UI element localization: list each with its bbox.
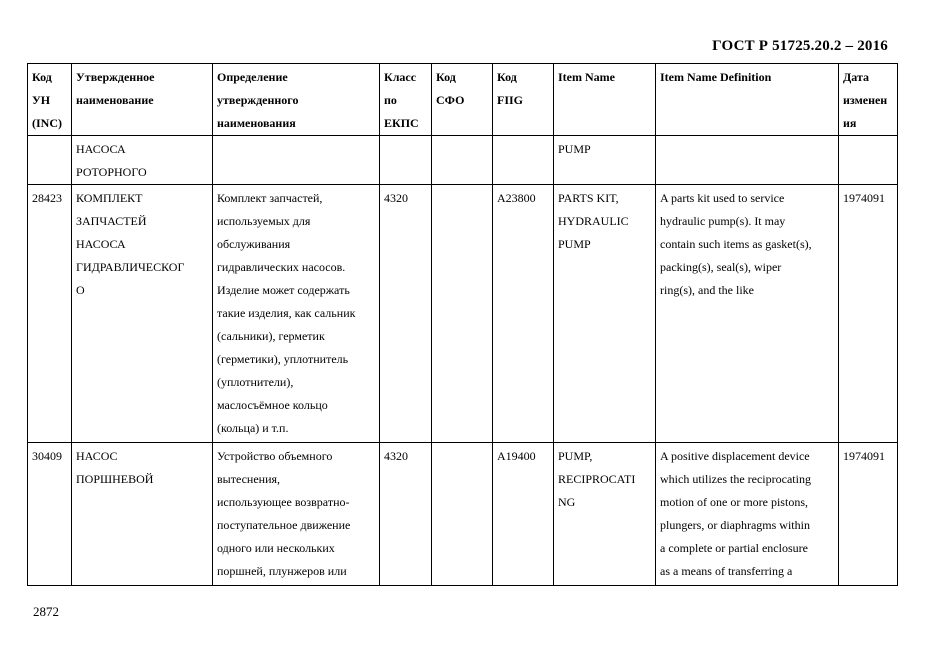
header-change-date: Дата изменен ия [839,64,898,136]
cell-item-name: PUMP [554,136,656,185]
cell-class [380,136,432,185]
table-row [28,185,898,443]
cell-date: 1974091 [839,185,898,443]
cell-name-ru: КОМПЛЕКТ ЗАПЧАСТЕЙ НАСОСА ГИДРАВЛИЧЕСКОГ О [72,185,213,443]
page-number: 2872 [33,604,59,619]
cell-date: 1974091 [839,443,898,586]
cell-class: 4320 [380,185,432,443]
cell-name-ru: НАСОС ПОРШНЕВОЙ [72,443,213,586]
cell-item-name: PARTS KIT, HYDRAULIC PUMP [554,185,656,443]
cell-item-definition [656,136,839,185]
cell-sfo [432,443,493,586]
cell-sfo [432,136,493,185]
table-row [28,443,898,586]
header-sfo: Код СФО [432,64,493,136]
cell-inc: 30409 [28,443,72,586]
cell-fiig: A23800 [493,185,554,443]
cell-fiig: A19400 [493,443,554,586]
cell-sfo [432,185,493,443]
cell-fiig [493,136,554,185]
cell-inc [28,136,72,185]
catalog-table [27,63,898,586]
header-approved-name: Утвержденное наименование [72,64,213,136]
header-fiig: Код FIIG [493,64,554,136]
document-standard-header: ГОСТ Р 51725.20.2 – 2016 [712,38,888,54]
cell-item-name: PUMP, RECIPROCATI NG [554,443,656,586]
cell-definition-ru [213,136,380,185]
cell-item-definition: A positive displacement device which utilizes the reciprocating motion of one or more pistons, plungers, or diaphragms within a complete or partial enclosure as a means of transferring a [656,443,839,586]
cell-date [839,136,898,185]
header-inc: Код УН (INC) [28,64,72,136]
cell-definition-ru: Комплект запчастей, используемых для обслуживания гидравлических насосов. Изделие может содержать такие изделия, как сальник (сальники), герметик (герметики), уплотнитель (уплотнители), маслосъёмное кольцо (кольца) и т.п. [213,185,380,443]
cell-class: 4320 [380,443,432,586]
cell-definition-ru: Устройство объемного вытеснения, использующее возвратно- поступательное движение одного или нескольких поршней, плунжеров или [213,443,380,586]
cell-inc: 28423 [28,185,72,443]
header-item-name: Item Name [554,64,656,136]
header-approved-definition: Определение утвержденного наименования [213,64,380,136]
cell-name-ru: НАСОСА РОТОРНОГО [72,136,213,185]
header-class: Класс по ЕКПС [380,64,432,136]
header-item-name-definition: Item Name Definition [656,64,839,136]
table-header-row [28,64,898,136]
cell-item-definition: A parts kit used to service hydraulic pump(s). It may contain such items as gasket(s), packing(s), seal(s), wiper ring(s), and the like [656,185,839,443]
table-row [28,136,898,185]
